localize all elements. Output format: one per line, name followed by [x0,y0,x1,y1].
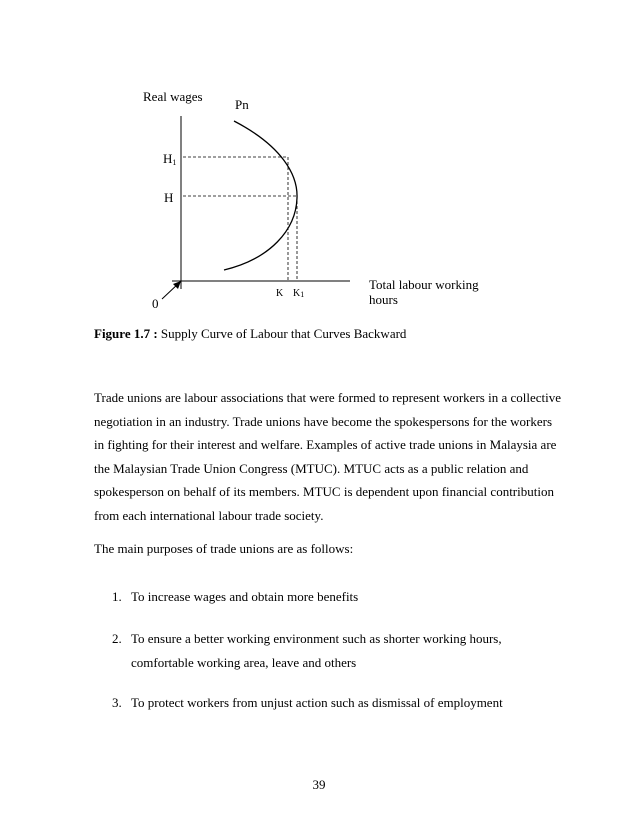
paragraph-line: Trade unions are labour associations that were formed to represent workers in a collective [94,390,562,405]
x-axis-label-line2: hours [369,292,398,307]
list-number: 1. [112,589,122,604]
k1-label [293,288,304,299]
body-paragraph-1 [94,386,562,527]
figure-caption [94,326,406,342]
list-number: 2. [112,631,122,646]
k-label: K [276,288,284,299]
h1-letter: H [163,151,173,166]
figure-caption-prefix: Figure 1.7 : [94,326,158,341]
origin-label: 0 [152,296,159,311]
h-label: H [164,190,174,205]
list-line: comfortable working area, leave and others [131,654,357,670]
list-line: To ensure a better working environment such as shorter working hours, [131,631,502,646]
body-paragraph-2 [94,537,554,561]
paragraph-line: the Malaysian Trade Union Congress (MTUC). MTUC acts as a public relation and [94,460,529,476]
figure-caption-text: Supply Curve of Labour that Curves Backward [157,326,407,341]
curve-label: Pn [235,97,249,112]
k1-letter: K [293,288,301,299]
list-text [131,691,503,715]
paragraph-line: The main purposes of trade unions are as follows: [94,541,354,556]
k1-subscript: 1 [300,290,305,299]
y-axis-label: Real wages [143,89,203,104]
list-text [131,585,358,609]
h1-label [163,151,176,167]
h1-subscript: 1 [172,158,177,167]
paragraph-line: spokesperson on behalf of its members. MTUC is dependent upon financial contribution [94,484,554,499]
list-text [131,627,502,674]
list-number: 3. [112,695,122,710]
paragraph-line: in fighting for their interest and welfare. Examples of active trade unions in Malaysia are [94,437,557,452]
page-number: 39 [312,777,326,792]
supply-curve-diagram [0,0,638,330]
paragraph-line: from each international labour trade society. [94,507,324,523]
list-line: To increase wages and obtain more benefits [131,589,359,604]
supply-curve [224,121,297,270]
list-line: To protect workers from unjust action such as dismissal of employment [131,695,503,710]
paragraph-line: negotiation in an industry. Trade unions have become the spokespersons for the workers [94,413,553,429]
x-axis-label-line1: Total labour working [369,277,479,292]
